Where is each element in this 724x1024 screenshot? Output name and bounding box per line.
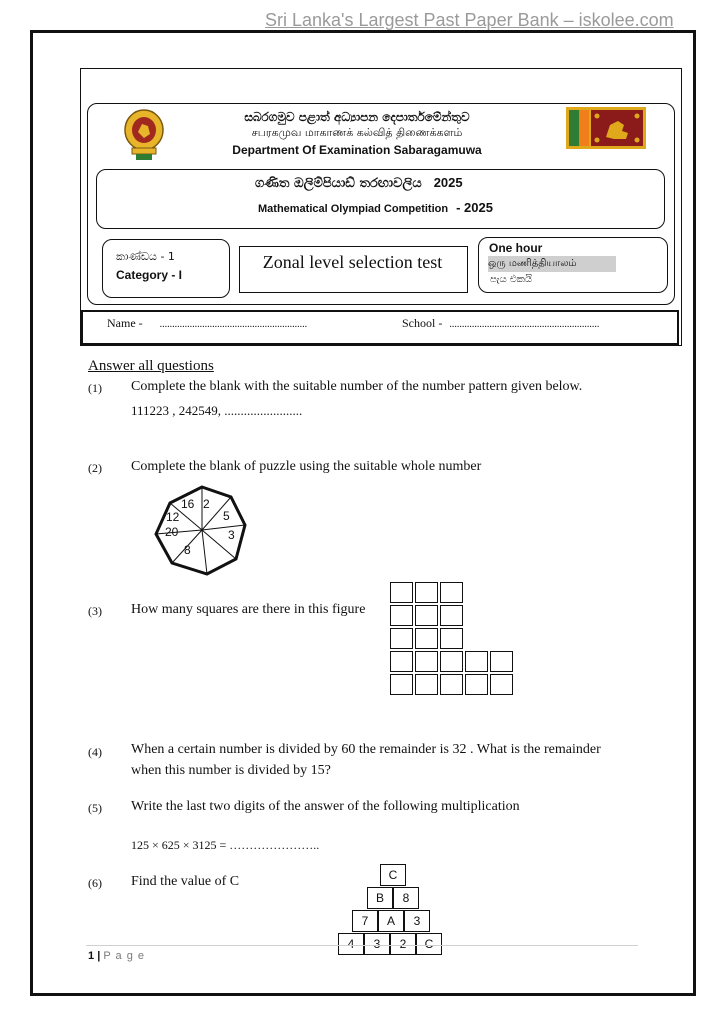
- school-field: [402, 316, 599, 331]
- pyramid-cell: B: [367, 887, 393, 909]
- name-field: [107, 316, 307, 331]
- heptagon-puzzle: [150, 483, 260, 581]
- department-sinhala: සබරගමුව පළාත් අධ්‍යාපන දෙපාර්තමේන්තුව: [244, 110, 470, 124]
- grid-cell: [465, 674, 488, 695]
- category-sinhala: කාණ්ඩය - 1: [116, 250, 175, 263]
- question-4-text-line2: when this number is divided by 15?: [131, 763, 331, 778]
- category-english: Category - I: [116, 268, 183, 282]
- grid-cell: [440, 628, 463, 649]
- department-english: Department Of Examination Sabaragamuwa: [232, 143, 482, 157]
- question-3-text: How many squares are there in this figure: [131, 602, 366, 617]
- question-5-number: (5): [88, 801, 102, 815]
- grid-cell: [415, 605, 438, 626]
- question-4-text: When a certain number is divided by 60 the remainder is 32 . What is the remainder: [131, 742, 601, 757]
- competition-title-sinhala-row: [255, 174, 463, 192]
- pyramid-cell: 2: [390, 933, 416, 955]
- pyramid-cell: 4: [338, 933, 364, 955]
- flag-image: [566, 107, 646, 149]
- grid-cell: [390, 674, 413, 695]
- question-6-number: (6): [88, 876, 102, 890]
- question-6-text: Find the value of C: [131, 874, 240, 889]
- heptagon-label-12: 12: [166, 510, 180, 524]
- heptagon-label-8: 8: [184, 543, 191, 557]
- grid-cell: [390, 605, 413, 626]
- grid-cell: [440, 605, 463, 626]
- question-1-number: (1): [88, 381, 102, 395]
- department-tamil: சபரகமுவ மாகாணக் கல்வித் திணைக்களம்: [251, 126, 463, 139]
- pyramid-cell: A: [378, 910, 404, 932]
- pyramid-cell: C: [416, 933, 442, 955]
- competition-title-english-row: [258, 199, 493, 217]
- pyramid-cell: 8: [393, 887, 419, 909]
- grid-cell: [440, 674, 463, 695]
- footer-divider: [86, 945, 638, 946]
- heptagon-label-5: 5: [223, 509, 230, 523]
- page-footer: 1 | P a g e: [88, 950, 145, 962]
- question-1-pattern: 111223 , 242549, ........................: [131, 403, 303, 418]
- question-5-expression: 125 × 625 × 3125 = …………………..: [131, 838, 320, 852]
- grid-cell: [415, 582, 438, 603]
- grid-cell: [390, 628, 413, 649]
- question-4-number: (4): [88, 745, 102, 759]
- duration-english: One hour: [489, 241, 543, 255]
- heptagon-label-16: 16: [181, 497, 195, 511]
- heptagon-label-2: 2: [203, 497, 210, 511]
- competition-year-english: - 2025: [456, 200, 493, 215]
- grid-cell: [440, 651, 463, 672]
- question-2-number: (2): [88, 461, 102, 475]
- question-1-text: Complete the blank with the suitable number of the number pattern given below.: [131, 379, 583, 394]
- grid-cell: [490, 674, 513, 695]
- emblem-logo: [122, 108, 166, 162]
- question-3-number: (3): [88, 604, 102, 618]
- question-2-text: Complete the blank of puzzle using the suitable whole number: [131, 459, 482, 474]
- grid-cell: [465, 651, 488, 672]
- grid-cell: [390, 651, 413, 672]
- school-label: School -: [402, 316, 443, 330]
- pyramid-cell: 3: [404, 910, 430, 932]
- grid-cell: [440, 582, 463, 603]
- squares-figure: [390, 582, 520, 700]
- grid-cell: [415, 651, 438, 672]
- page-number: 1: [88, 950, 95, 962]
- duration-tamil: ஒரு மணித்தியாலம்: [488, 256, 616, 272]
- pyramid-cell: C: [380, 864, 406, 886]
- duration-sinhala: පැය එකයි: [490, 274, 533, 285]
- pyramid-cell: 7: [352, 910, 378, 932]
- question-5-text: Write the last two digits of the answer of the following multiplication: [131, 799, 520, 814]
- heptagon-label-20: 20: [165, 525, 179, 539]
- grid-cell: [415, 628, 438, 649]
- page-word: P a g e: [103, 950, 145, 962]
- name-label: Name -: [107, 316, 143, 330]
- instructions: Answer all questions: [88, 358, 214, 374]
- pyramid-cell: 3: [364, 933, 390, 955]
- grid-cell: [390, 582, 413, 603]
- zonal-title: Zonal level selection test: [262, 252, 443, 272]
- competition-year-sinhala: 2025: [433, 175, 463, 190]
- competition-title-english: Mathematical Olympiad Competition: [258, 203, 449, 215]
- grid-cell: [490, 651, 513, 672]
- grid-cell: [415, 674, 438, 695]
- heptagon-label-3: 3: [228, 528, 235, 542]
- school-dots: ............................................................: [449, 319, 600, 330]
- competition-title-sinhala: ගණිත ඔලිම්පියාඩ් තරඟාවලිය: [255, 176, 422, 191]
- number-pyramid: [336, 862, 446, 958]
- name-dots: ...........................................................: [159, 319, 308, 330]
- watermark: Sri Lanka's Largest Past Paper Bank – iskolee.com: [265, 10, 674, 30]
